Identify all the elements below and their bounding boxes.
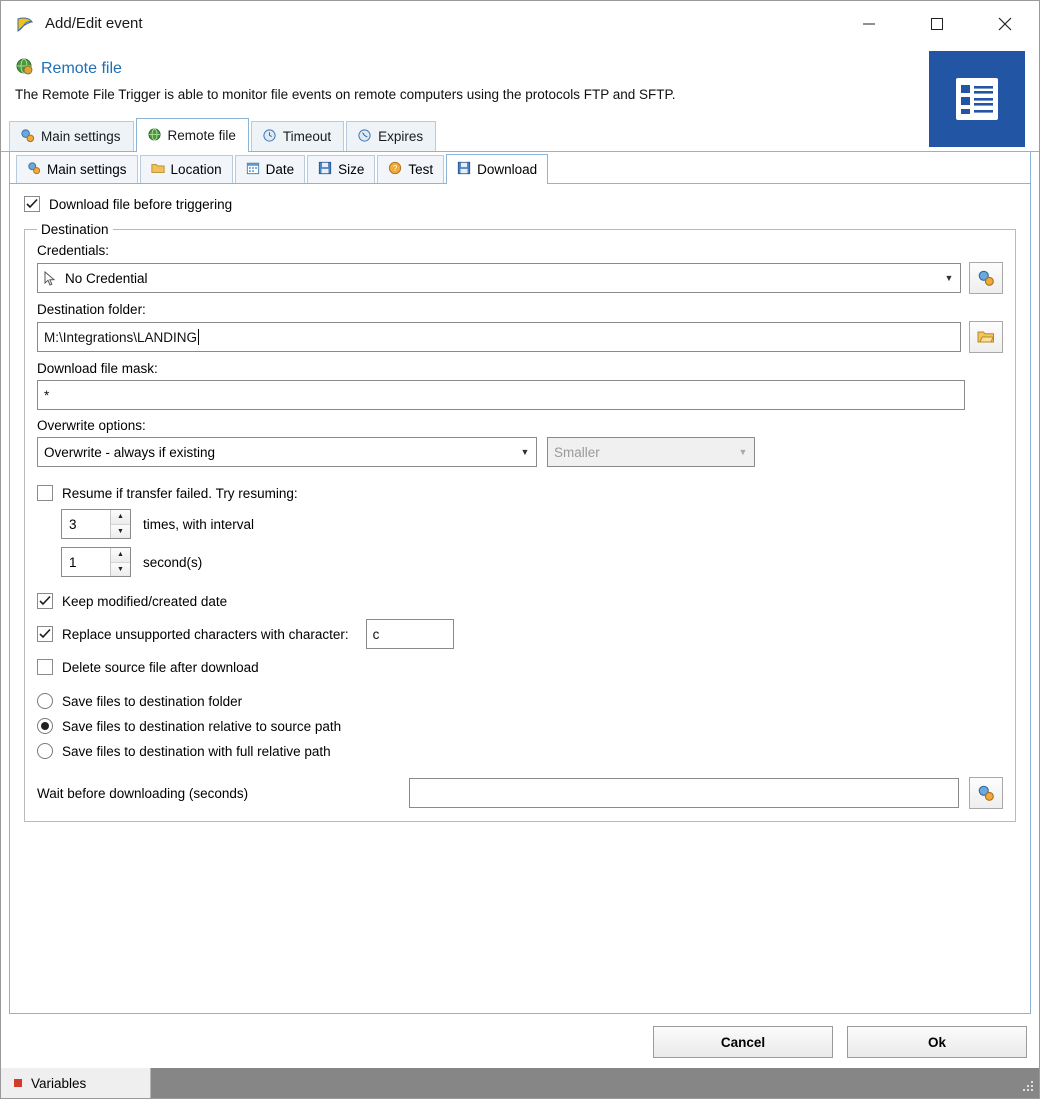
download-tab-body (10, 184, 1030, 1013)
credentials-combo[interactable] (37, 263, 961, 293)
clock-icon (262, 128, 277, 146)
inner-tab-label: Test (408, 162, 434, 178)
resume-interval-row (61, 547, 1003, 577)
spinner-down-icon[interactable]: ▼ (111, 525, 130, 539)
resume-interval-spinner[interactable] (61, 547, 131, 577)
svg-text:?: ? (393, 164, 398, 174)
overwrite-value: Overwrite - always if existing (44, 444, 216, 460)
minimize-button[interactable] (835, 1, 903, 47)
chevron-down-icon[interactable]: ▼ (520, 447, 530, 458)
gears-icon (20, 128, 35, 146)
save-mode-option-relative[interactable] (37, 718, 1003, 734)
download-file-mask-value: * (44, 387, 50, 403)
feather-icon (15, 14, 35, 34)
replace-character-value: c (372, 626, 380, 642)
close-button[interactable] (971, 1, 1039, 47)
resize-grip[interactable] (1021, 1079, 1039, 1098)
tab-main-settings[interactable] (9, 121, 134, 151)
spinner-buttons[interactable] (110, 548, 130, 576)
spinner-up-icon[interactable]: ▲ (111, 548, 130, 563)
inner-tab-label: Date (265, 162, 295, 178)
download-file-mask-input[interactable] (37, 380, 965, 410)
window-controls (835, 1, 1039, 47)
header-description: The Remote File Trigger is able to monitor file events on remote computers using the protocols FTP and SFTP. (15, 87, 676, 102)
credentials-settings-button[interactable] (969, 262, 1003, 294)
overwrite-combo[interactable] (37, 437, 537, 467)
destination-group-label: Destination (41, 222, 109, 238)
chevron-down-icon[interactable]: ▼ (944, 273, 954, 284)
inner-tab-label: Size (338, 162, 365, 178)
save-mode-label: Save files to destination relative to source path (62, 718, 342, 734)
wait-before-row (37, 777, 1003, 809)
tab-remote-file[interactable] (136, 118, 249, 152)
header-title-row (15, 57, 1025, 80)
remote-file-panel (9, 152, 1031, 1014)
inner-tab-main-settings[interactable] (16, 155, 138, 183)
inner-tab-label: Download (477, 162, 538, 178)
destination-folder-value: M:\Integrations\LANDING (44, 329, 198, 345)
header-title: Remote file (41, 59, 122, 77)
calendar-icon (246, 161, 260, 178)
overwrite-options-label: Overwrite options: (37, 418, 146, 434)
checkbox-box (24, 196, 40, 212)
save-icon (457, 161, 471, 178)
keep-date-label: Keep modified/created date (62, 593, 228, 609)
tab-expires[interactable] (346, 121, 436, 151)
radio-button (37, 718, 53, 734)
replace-character-input[interactable] (366, 619, 454, 649)
inner-tab-test[interactable] (377, 155, 444, 183)
tab-label: Main settings (41, 129, 121, 145)
outer-tabs (1, 118, 1039, 152)
keep-date-checkbox[interactable] (37, 593, 1003, 609)
tab-label: Remote file (167, 128, 236, 144)
save-mode-label: Save files to destination with full relative path (62, 743, 331, 759)
tab-timeout[interactable] (251, 121, 344, 151)
delete-source-label: Delete source file after download (62, 659, 259, 675)
folder-icon (151, 161, 165, 178)
resume-label: Resume if transfer failed. Try resuming: (62, 485, 298, 501)
resume-times-label: times, with interval (143, 516, 255, 532)
clock-expire-icon (357, 128, 372, 146)
resume-interval-label: second(s) (143, 554, 203, 570)
overwrite-condition-value: Smaller (554, 444, 600, 460)
globe-icon (15, 57, 33, 80)
checkbox-box (37, 626, 53, 642)
credentials-row (37, 262, 1003, 294)
inner-tabs (10, 152, 1030, 184)
destination-folder-row (37, 321, 1003, 353)
resume-interval-value: 1 (69, 554, 77, 570)
chevron-down-icon: ▼ (738, 447, 748, 458)
tab-label: Timeout (282, 129, 332, 145)
download-file-mask-label: Download file mask: (37, 361, 158, 377)
inner-tab-label: Location (170, 162, 222, 178)
resume-times-spinner[interactable] (61, 509, 131, 539)
spinner-buttons[interactable] (110, 510, 130, 538)
radio-button (37, 693, 53, 709)
gears-icon (27, 161, 41, 178)
credentials-value: No Credential (65, 270, 148, 286)
globe-icon (147, 127, 162, 145)
cancel-button[interactable]: Cancel (653, 1026, 833, 1058)
radio-button (37, 743, 53, 759)
window-title: Add/Edit event (45, 15, 143, 32)
checkbox-box (37, 593, 53, 609)
maximize-button[interactable] (903, 1, 971, 47)
checkbox-box (37, 485, 53, 501)
overwrite-condition-combo[interactable] (547, 437, 755, 467)
spinner-down-icon[interactable]: ▼ (111, 563, 130, 577)
replace-unsupported-label: Replace unsupported characters with character: (62, 626, 349, 642)
inner-tab-location[interactable] (140, 155, 233, 183)
replace-unsupported-row[interactable] (37, 619, 1003, 649)
browse-folder-button[interactable] (969, 321, 1003, 353)
cursor-icon (44, 271, 57, 286)
help-icon (388, 161, 402, 178)
tab-label: Expires (378, 129, 424, 145)
inner-tab-download[interactable] (446, 154, 548, 184)
resume-checkbox[interactable] (37, 485, 1003, 501)
checkbox-box (37, 659, 53, 675)
ok-button[interactable]: Ok (847, 1026, 1027, 1058)
resume-times-row (61, 509, 1003, 539)
download-before-trigger-checkbox[interactable] (24, 196, 1016, 212)
inner-tab-label: Main settings (47, 162, 127, 178)
save-mode-option-full-relative[interactable] (37, 743, 1003, 759)
destination-group (24, 222, 1016, 822)
download-before-trigger-label: Download file before triggering (49, 196, 233, 212)
save-mode-option-folder[interactable] (37, 693, 1003, 709)
credentials-label: Credentials: (37, 243, 110, 259)
document-list-icon (929, 51, 1025, 147)
spinner-up-icon[interactable]: ▲ (111, 510, 130, 525)
red-square-icon (13, 1076, 23, 1091)
title-bar (1, 1, 1039, 47)
variables-tab[interactable] (1, 1068, 151, 1098)
status-bar (1, 1068, 1039, 1098)
inner-tab-size[interactable] (307, 155, 375, 183)
wait-before-label: Wait before downloading (seconds) (37, 785, 249, 801)
inner-tab-date[interactable] (235, 155, 306, 183)
wait-before-input[interactable] (409, 778, 959, 808)
resume-times-value: 3 (69, 516, 77, 532)
destination-folder-label: Destination folder: (37, 302, 146, 318)
variables-label: Variables (31, 1075, 87, 1091)
delete-source-checkbox[interactable] (37, 659, 1003, 675)
dialog-footer (1, 1020, 1039, 1068)
save-mode-label: Save files to destination folder (62, 693, 243, 709)
destination-folder-input[interactable] (37, 322, 961, 352)
overwrite-row (37, 437, 1003, 467)
disk-icon (318, 161, 332, 178)
wait-before-settings-button[interactable] (969, 777, 1003, 809)
header-band (1, 47, 1039, 118)
